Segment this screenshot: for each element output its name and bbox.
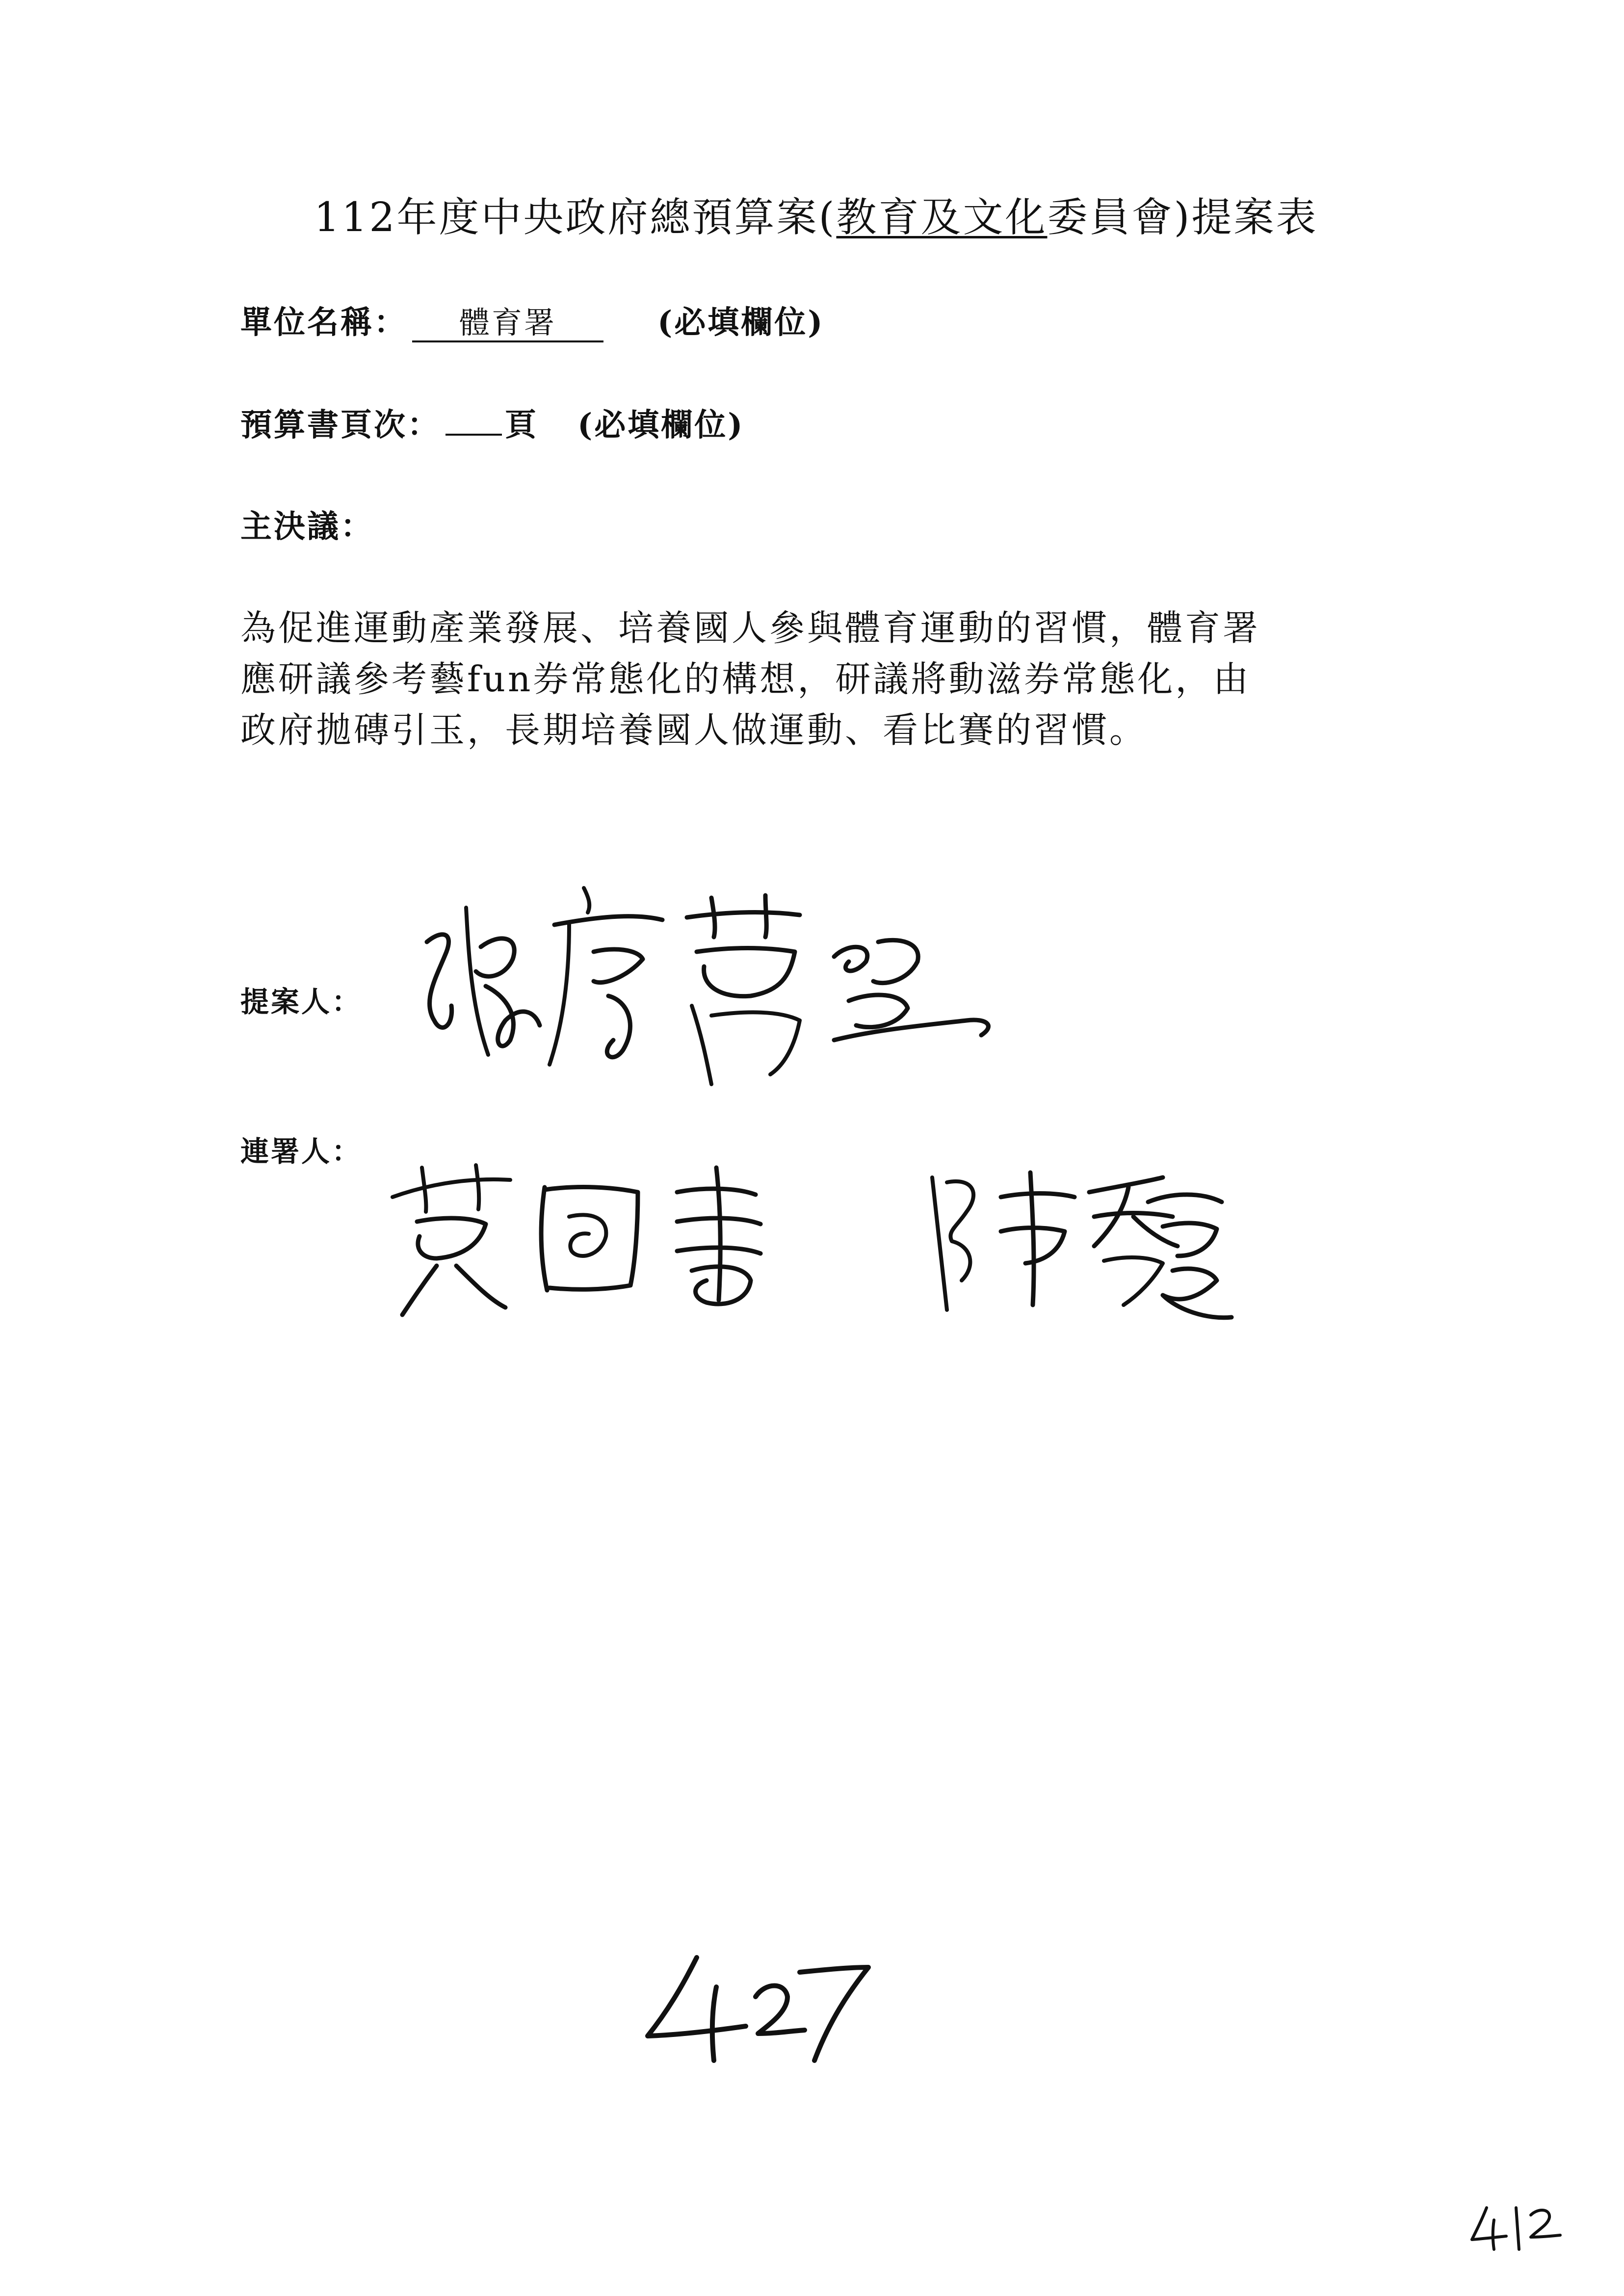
resolution-body [240, 602, 1438, 756]
budget-page-value [445, 434, 502, 436]
title-suffix: 委員會)提案表 [1047, 194, 1318, 241]
proposer-signature [407, 878, 1016, 1104]
cosigner-signature-2 [917, 1148, 1241, 1325]
resolution-line: 為促進運動產業發展、培養國人參與體育運動的習慣，體育署 [240, 607, 1261, 649]
cosigner-label: 連署人： [240, 1135, 363, 1168]
proposer-label: 提案人： [240, 985, 363, 1018]
form-title [314, 185, 1318, 243]
resolution-label: 主決議： [240, 508, 374, 545]
unit-name-row [240, 297, 825, 342]
budget-page-required-note: (必填欄位) [577, 407, 745, 444]
resolution-line: 政府拋磚引玉，長期培養國人做運動、看比賽的習慣。 [240, 709, 1148, 751]
handwritten-page-number [638, 1943, 883, 2070]
unit-name-label: 單位名稱： [240, 304, 407, 341]
resolution-line: 應研議參考藝fun券常態化的構想，研議將動滋券常態化，由 [240, 658, 1251, 700]
corner-page-number [1467, 2198, 1575, 2257]
cosigner-signature-1 [383, 1138, 824, 1325]
budget-page-row [240, 400, 745, 445]
unit-name-value: 體育署 [412, 305, 603, 342]
title-prefix: 112年度中央政府總預算案( [314, 194, 837, 241]
unit-name-required-note: (必填欄位) [657, 304, 825, 341]
budget-page-label: 預算書頁次： [240, 407, 441, 444]
budget-page-unit: 頁 [505, 407, 538, 444]
title-committee: 教育及文化 [836, 194, 1048, 241]
